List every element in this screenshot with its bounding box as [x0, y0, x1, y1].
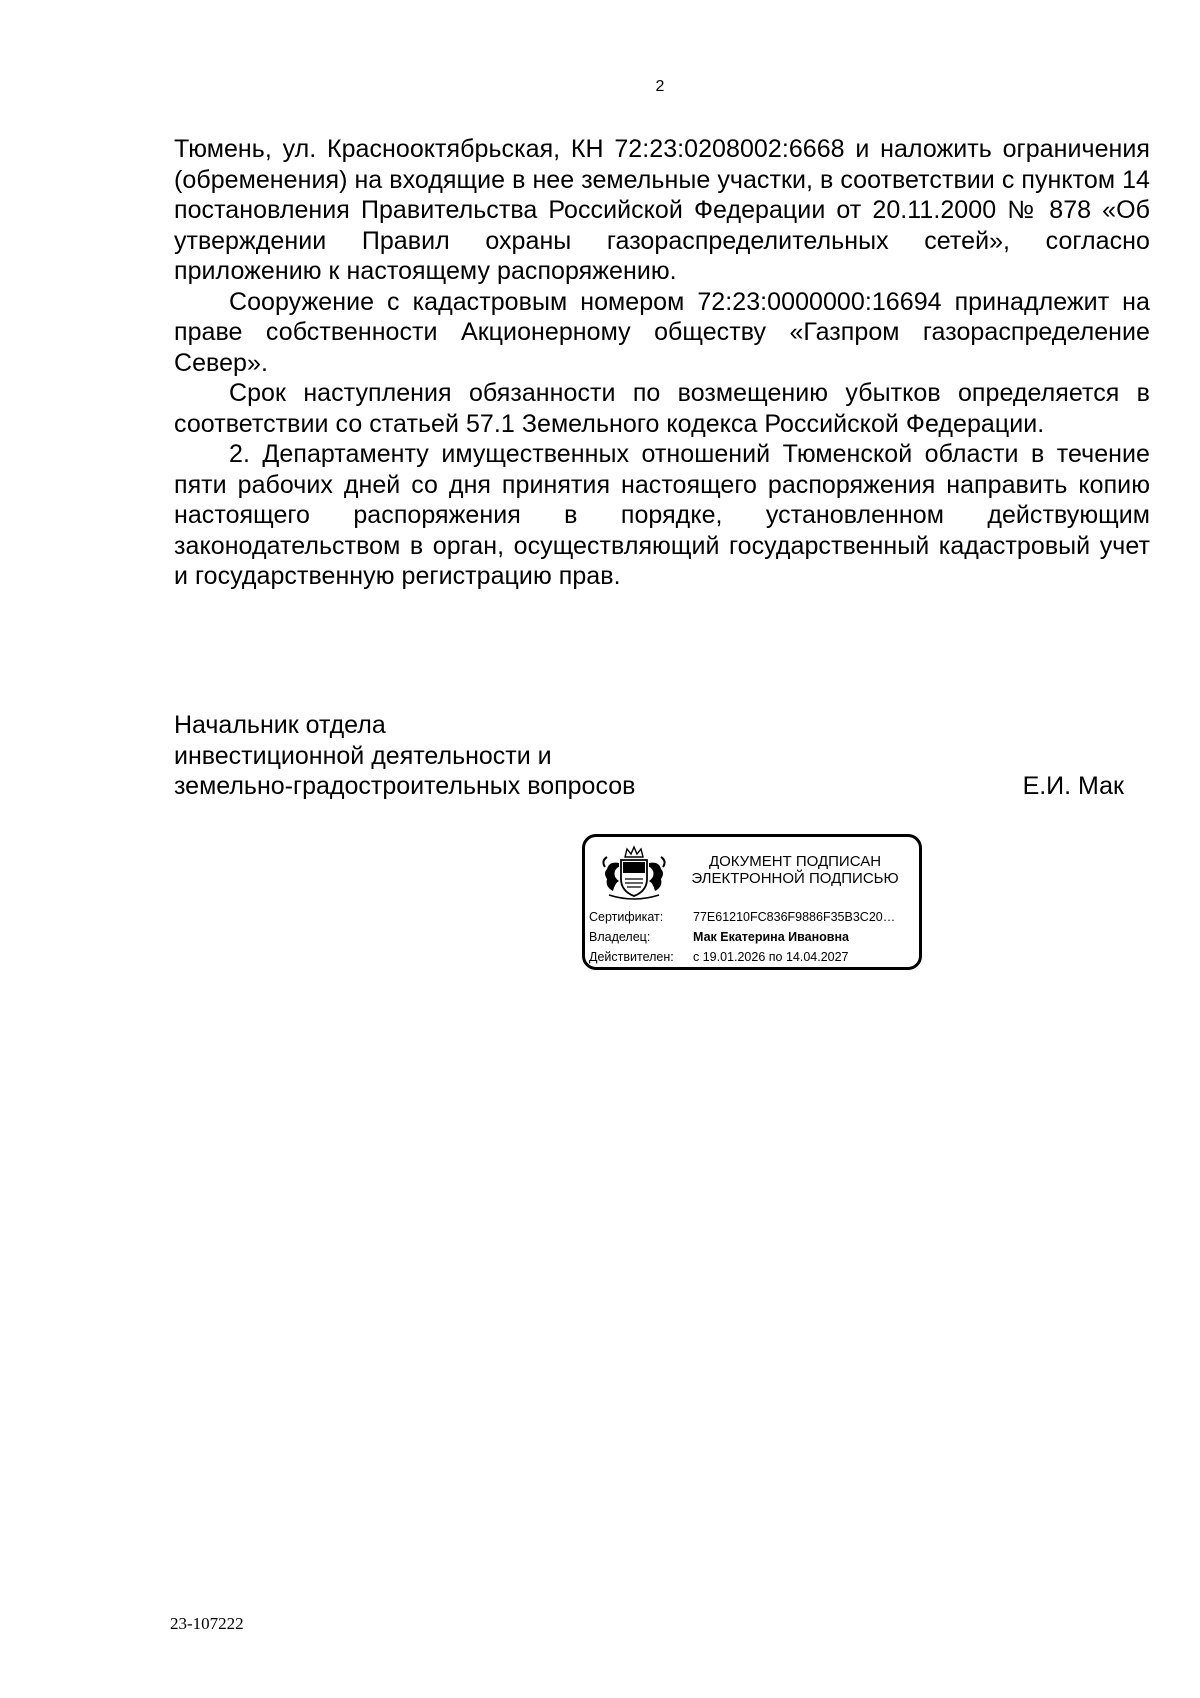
stamp-row-owner — [589, 927, 919, 947]
stamp-details — [589, 907, 919, 967]
signer-name: Е.И. Мак — [1022, 772, 1124, 800]
stamp-row-certificate — [589, 907, 919, 927]
paragraph-item-2: 2. Департаменту имущественных отношений Тюменской области в течение пяти рабочих дней со дня принятия настоящего распоряжения направить копию настоящего распоряжения в порядке, установленном действующим законодательством в орган, осуществляющий государственный кадастровый учет и государственную регистрацию прав. — [174, 440, 1150, 590]
owner-value: Мак Екатерина Ивановна — [693, 930, 849, 944]
stamp-title-line-1: ДОКУМЕНТ ПОДПИСАН — [708, 853, 882, 870]
document-registration-number: 23-107222 — [170, 1614, 244, 1633]
page-number: 2 — [655, 78, 665, 95]
certificate-label: Сертификат: — [589, 910, 664, 924]
paragraph-ownership: Сооружение с кадастровым номером 72:23:0000000:16694 принадлежит на праве собственности Акционерному обществу «Газпром газораспределение Север». — [174, 287, 1150, 377]
signature-block — [174, 710, 1124, 802]
stamp-title-line-2: ЭЛЕКТРОННОЙ ПОДПИСЬЮ — [691, 870, 899, 887]
tyumen-coat-of-arms-icon — [595, 843, 673, 905]
document-body — [174, 134, 1150, 592]
signer-position-line-2: инвестиционной деятельности и — [174, 741, 552, 770]
validity-label: Действителен: — [589, 950, 674, 964]
owner-label: Владелец: — [589, 930, 651, 944]
signer-position-line-3: земельно-градостроительных вопросов — [174, 772, 636, 800]
validity-value: с 19.01.2026 по 14.04.2027 — [693, 950, 849, 964]
paragraph-continuation: Тюмень, ул. Краснооктябрьская, КН 72:23:0208002:6668 и наложить ограничения (обременения) на входящие в нее земельные участки, в соответствии с пунктом 14 постановления Правительства Российской Федерации от 20.11.2000 № 878 «Об утверждении Правил охраны газораспределительных сетей», согласно приложению к настоящему распоряжению. — [174, 135, 1150, 285]
stamp-row-validity — [589, 947, 919, 967]
signer-position-line-1: Начальник отдела — [174, 711, 386, 739]
stamp-title — [675, 853, 915, 887]
paragraph-deadline: Срок наступления обязанности по возмещению убытков определяется в соответствии со статьей 57.1 Земельного кодекса Российской Федерации. — [174, 379, 1150, 438]
electronic-signature-stamp — [582, 834, 922, 970]
certificate-value: 77E61210FC836F9886F35B3C20… — [693, 910, 896, 924]
